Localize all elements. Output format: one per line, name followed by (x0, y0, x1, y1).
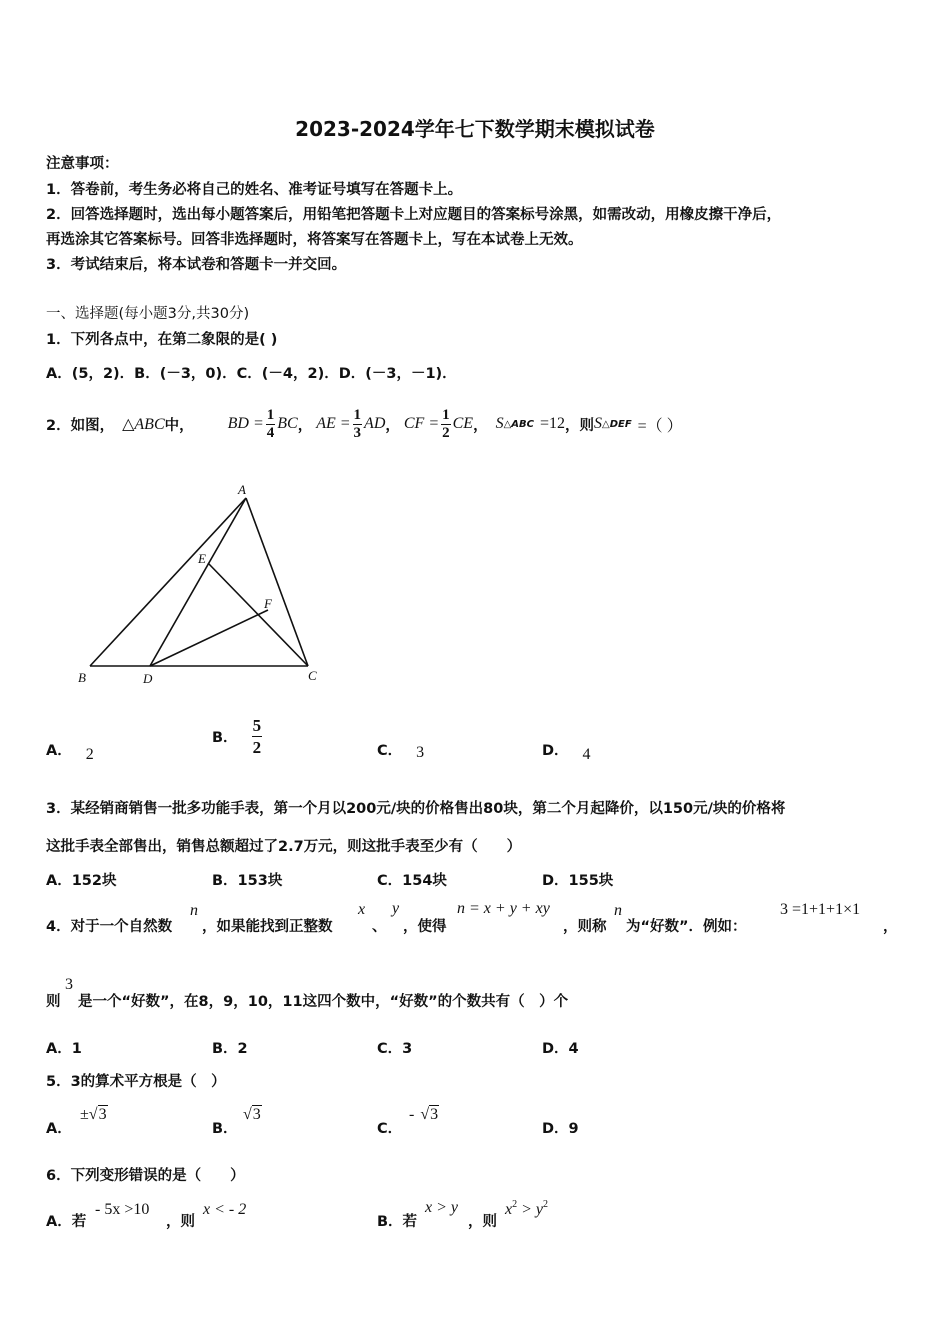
label-a: A (238, 482, 246, 497)
label-b: B (78, 670, 86, 685)
question-5-option-a-label: A． (46, 1121, 72, 1137)
question-2-stem: 2．如图， △ABC 中， BD = $\frac{1}{4}$ BC ， AE = $\frac{1}{3}$ AD ， CF = $\frac{1}{2}$ CE ， S △ABC =12 ，则 S △DEF =（ ） (46, 406, 683, 441)
question-6-stem: 6．下列变形错误的是（ ） (46, 1168, 245, 1184)
label-f: F (264, 596, 272, 611)
question-3-option-a: A．152块 (46, 873, 117, 889)
variable-n: n (190, 902, 198, 919)
notice-heading: 注意事项： (46, 156, 119, 172)
label-c: C (308, 668, 317, 683)
question-1-options: A．(5，2)．B．(－3，0)．C．(－4，2)．D．(－3，－1)． (46, 366, 457, 382)
question-5-option-c-label: C． (377, 1121, 403, 1137)
question-4-part: ，使得 (403, 919, 447, 935)
notice-item: 2．回答选择题时，选出每小题答案后，用铅笔把答题卡上对应题目的答案标号涂黑，如需改动，用橡皮擦干净后， (46, 207, 782, 223)
question-3-option-c: C．154块 (377, 873, 447, 889)
notice-item: 1．答卷前，考生务必将自己的姓名、准考证号填写在答题卡上。 (46, 182, 463, 198)
question-4-part: ，如果能找到正整数 (202, 919, 333, 935)
segment-ad (150, 498, 246, 666)
question-6-option-b-condition: x > y (425, 1199, 458, 1216)
segment-ec (208, 563, 308, 666)
question-4-option-c: C．3 (377, 1041, 413, 1057)
question-4-part: 为“好数”．例如： (626, 919, 747, 935)
question-6-option-a-result: x < - 2 (203, 1201, 247, 1218)
variable-y: y (392, 900, 400, 917)
question-4-part: 是一个“好数”，在8，9，10，11这四个数中，“好数”的个数共有（ ）个 (78, 994, 569, 1010)
number-three: 3 (65, 976, 73, 993)
question-2-option-b: B． $\frac{5}{2}$ (212, 715, 262, 757)
question-4-option-a: A．1 (46, 1041, 82, 1057)
question-5-option-b-label: B． (212, 1121, 238, 1137)
question-5-option-c-value: - √3 (409, 1106, 439, 1123)
question-1-stem: 1．下列各点中，在第二象限的是( ) (46, 332, 278, 348)
question-5-stem: 5．3的算术平方根是（ ） (46, 1074, 226, 1090)
question-3-option-b: B．153块 (212, 873, 283, 889)
question-6-option-a-label: A．若 (46, 1214, 87, 1230)
example-equation: 3 =1+1+1×1 (780, 901, 861, 918)
variable-x: x (358, 901, 366, 918)
triangle-figure (60, 470, 340, 700)
question-6-option-b-result: $x^2 > y^2$ (505, 1199, 549, 1218)
question-2-option-d: D． 4 (542, 743, 591, 763)
segment-ac (246, 498, 308, 666)
question-6-option-b-label: B．若 (377, 1214, 418, 1230)
question-5-option-a-value: ±√3 (80, 1106, 107, 1123)
question-2-option-c: C． 3 (377, 743, 425, 761)
fraction: $\frac{1}{3}$ (353, 406, 362, 441)
segment-ab (90, 498, 246, 666)
question-4-option-b: B．2 (212, 1041, 248, 1057)
question-4-part: 则 (46, 994, 61, 1010)
notice-item: 3．考试结束后，将本试卷和答题卡一并交回。 (46, 257, 347, 273)
question-2-option-a: A． 2 (46, 743, 94, 763)
question-4-option-d: D．4 (542, 1041, 579, 1057)
question-6-option-a-then: ，则 (166, 1214, 195, 1230)
segment-df (150, 610, 268, 666)
question-5-option-b-value: √3 (243, 1106, 261, 1123)
question-3-option-d: D．155块 (542, 873, 614, 889)
question-4-part: ，则称 (563, 919, 607, 935)
notice-item: 再选涂其它答案标号。回答非选择题时，将答案写在答题卡上，写在本试卷上无效。 (46, 232, 583, 248)
label-d: D (143, 671, 153, 686)
question-4-part: 、 (372, 919, 387, 935)
equation: n = x + y + xy (457, 900, 550, 917)
question-6-option-a-condition: - 5x >10 (95, 1201, 150, 1218)
question-5-option-d: D．9 (542, 1121, 579, 1137)
fraction: $\frac{5}{2}$ (252, 715, 262, 757)
question-3-line: 这批手表全部售出，销售总额超过了2.7万元，则这批手表至少有（ ） (46, 839, 522, 855)
question-3-line: 3．某经销商销售一批多功能手表，第一个月以200元/块的价格售出80块，第二个月起降价，以150元/块的价格将 (46, 801, 786, 817)
fraction: $\frac{1}{4}$ (266, 406, 275, 441)
page-title: 2023-2024学年七下数学期末模拟试卷 (295, 117, 655, 141)
question-4-part: ， (883, 919, 898, 935)
label-e: E (198, 551, 206, 566)
fraction: $\frac{1}{2}$ (442, 406, 450, 441)
question-4-part: 4．对于一个自然数 (46, 919, 173, 935)
question-6-option-b-then: ，则 (468, 1214, 497, 1230)
section-heading: 一、选择题(每小题3分,共30分) (46, 306, 250, 322)
variable-n: n (614, 902, 622, 919)
